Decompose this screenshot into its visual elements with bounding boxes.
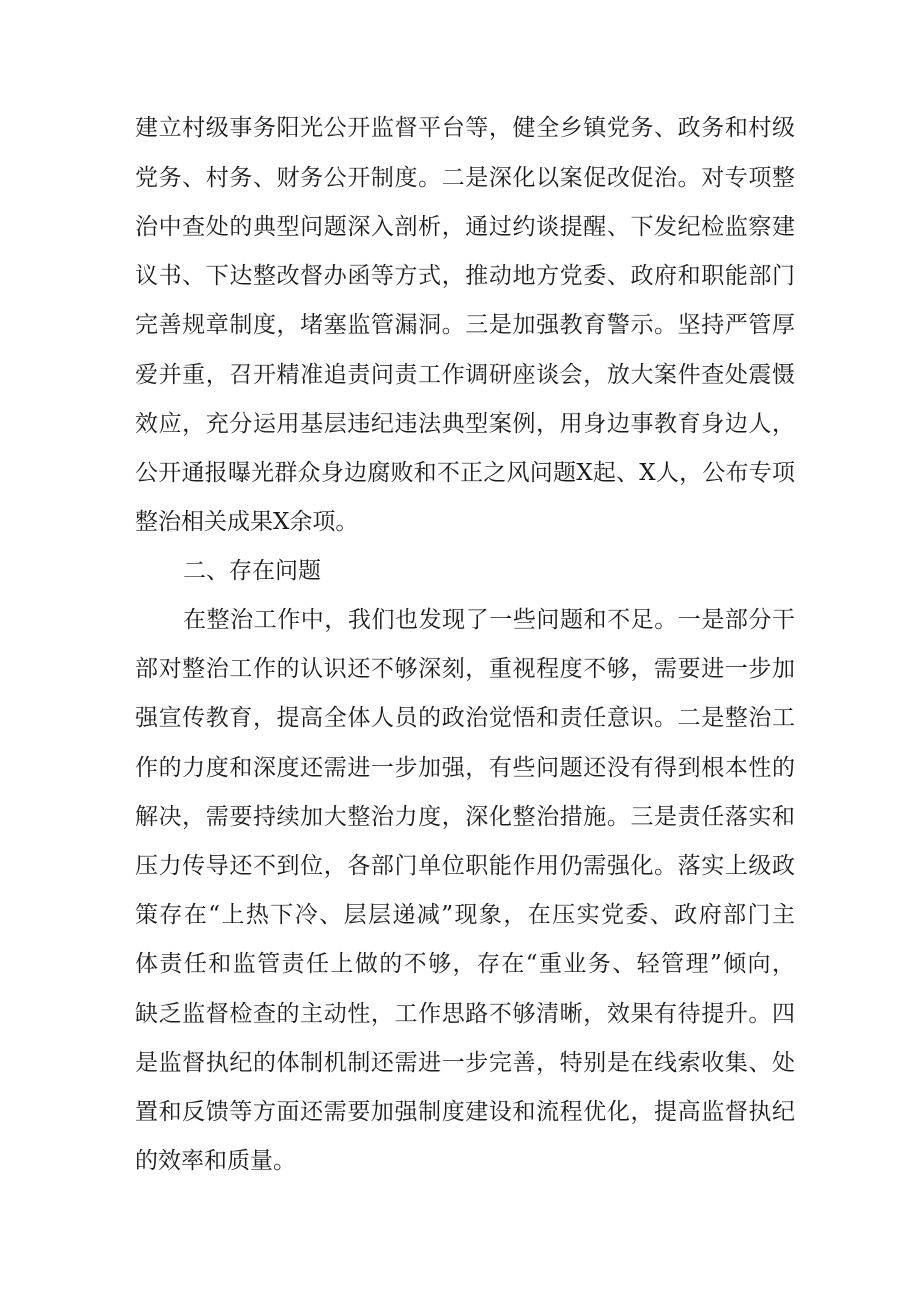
paragraph-1-line: 建立村级事务阳光公开监督平台等，健全乡镇党务、政务和村级	[135, 115, 795, 141]
paragraph-1-line: 完善规章制度，堵塞监管漏洞。三是加强教育警示。坚持严管厚	[135, 312, 795, 338]
paragraph-2-line: 压力传导还不到位，各部门单位职能作用仍需强化。落实上级政	[135, 853, 795, 879]
paragraph-2-line: 在整治工作中，我们也发现了一些问题和不足。一是部分干	[183, 607, 795, 633]
paragraph-2-line: 是监督执纪的体制机制还需进一步完善，特别是在线索收集、处	[135, 1050, 795, 1076]
paragraph-1-line: 公开通报曝光群众身边腐败和不正之风问题X起、X人，公布专项	[135, 460, 795, 486]
paragraph-1-line: 治中查处的典型问题深入剖析，通过约谈提醒、下发纪检监察建	[135, 214, 795, 240]
paragraph-1-line: 爱并重，召开精准追责问责工作调研座谈会，放大案件查处震慑	[135, 362, 795, 388]
paragraph-2-line: 作的力度和深度还需进一步加强，有些问题还没有得到根本性的	[135, 755, 795, 781]
paragraph-2-line: 体责任和监管责任上做的不够，存在“重业务、轻管理”倾向，	[135, 951, 795, 977]
paragraph-2-line: 置和反馈等方面还需要加强制度建设和流程优化，提高监督执纪	[135, 1099, 795, 1125]
paragraph-2-line: 的效率和质量。	[135, 1148, 296, 1174]
paragraph-2-line: 策存在“上热下冷、层层递减”现象，在压实党委、政府部门主	[135, 902, 795, 928]
paragraph-2-line: 部对整治工作的认识还不够深刻，重视程度不够，需要进一步加	[135, 656, 795, 682]
paragraph-2-line: 解决，需要持续加大整治力度，深化整治措施。三是责任落实和	[135, 804, 795, 830]
paragraph-2-line: 强宣传教育，提高全体人员的政治觉悟和责任意识。二是整治工	[135, 705, 795, 731]
paragraph-1-line: 效应，充分运用基层违纪违法典型案例，用身边事教育身边人，	[135, 411, 795, 437]
paragraph-1-line: 议书、下达整改督办函等方式，推动地方党委、政府和职能部门	[135, 263, 795, 289]
section-heading: 二、存在问题	[183, 558, 321, 584]
paragraph-1-line: 党务、村务、财务公开制度。二是深化以案促改促治。对专项整	[135, 165, 795, 191]
paragraph-1-line: 整治相关成果X余项。	[135, 509, 359, 535]
paragraph-2-line: 缺乏监督检查的主动性，工作思路不够清晰，效果有待提升。四	[135, 1001, 795, 1027]
